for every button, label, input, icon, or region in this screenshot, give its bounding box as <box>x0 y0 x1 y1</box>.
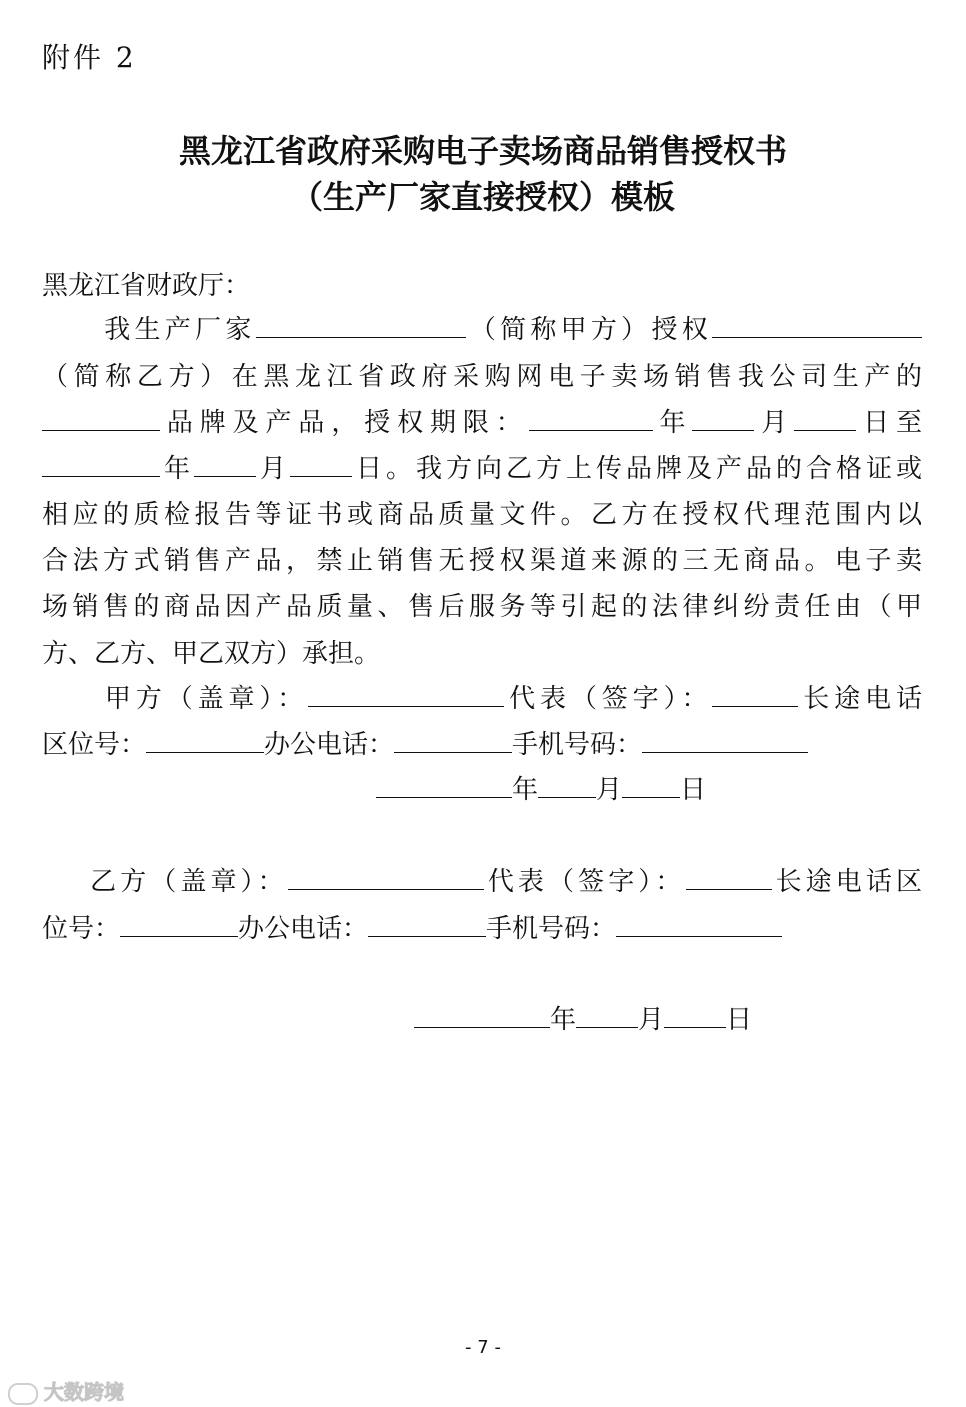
party-a-date-day-blank[interactable] <box>622 773 680 798</box>
end-year-blank[interactable] <box>42 452 160 477</box>
watermark <box>8 1376 124 1405</box>
party-a-date <box>376 772 706 808</box>
party-a-date-year-blank[interactable] <box>376 773 512 798</box>
text-manufacturer: 我生产厂家 <box>100 315 256 345</box>
party-b-rep-blank[interactable] <box>686 865 772 890</box>
party-b-long-phone-label: 长途电话区 <box>771 867 922 897</box>
party-a-line-1 <box>42 681 922 717</box>
document-title: 黑龙江省政府采购电子卖场商品销售授权书 <box>178 132 787 170</box>
party-a-seal-label: 甲方（盖章）： <box>100 684 309 714</box>
party-b-area-code-label: 位号： <box>42 914 121 944</box>
party-b-date <box>414 1002 752 1038</box>
party-b-line-2 <box>42 911 922 947</box>
day-label: 日 <box>680 775 707 805</box>
start-month-blank[interactable] <box>692 406 754 431</box>
brand-blank[interactable] <box>42 406 160 431</box>
end-day-blank[interactable] <box>290 452 352 477</box>
party-b-line-1 <box>42 864 922 900</box>
party-b-office-phone-blank[interactable] <box>368 912 486 937</box>
party-a-rep-blank[interactable] <box>712 682 798 707</box>
month-label: 月 <box>256 454 290 484</box>
party-a-office-phone-blank[interactable] <box>394 728 512 753</box>
month-label: 月 <box>596 775 623 805</box>
paragraph-line-8: 方、乙方、甲乙双方）承担。 <box>42 639 381 669</box>
party-a-area-code-blank[interactable] <box>146 728 264 753</box>
party-b-mobile-blank[interactable] <box>616 912 782 937</box>
paragraph-line-3 <box>42 405 922 441</box>
party-b-date-month-blank[interactable] <box>576 1003 638 1028</box>
party-b-date-year-blank[interactable] <box>414 1003 550 1028</box>
party-a-mobile-label: 手机号码： <box>512 730 643 760</box>
paragraph-line-4 <box>42 451 922 487</box>
salutation: 黑龙江省财政厅： <box>42 271 251 301</box>
party-a-date-month-blank[interactable] <box>538 773 596 798</box>
end-month-blank[interactable] <box>194 452 256 477</box>
party-a-office-phone-label: 办公电话： <box>264 730 395 760</box>
party-b-rep-label: 代表（签字）： <box>483 867 686 897</box>
start-day-blank[interactable] <box>794 406 856 431</box>
party-b-area-code-blank[interactable] <box>120 912 238 937</box>
document-subtitle: （生产厂家直接授权）模板 <box>290 178 675 216</box>
day-to-label: 日至 <box>856 408 922 438</box>
party-b-mobile-label: 手机号码： <box>486 914 617 944</box>
year-label: 年 <box>550 1005 577 1035</box>
paragraph-line-7: 场销售的商品因产品质量、售后服务等引起的法律纠纷责任由（甲 <box>42 592 922 622</box>
party-a-long-phone-label: 长途电话 <box>798 684 922 714</box>
paragraph-line-2: （简称乙方）在黑龙江省政府采购网电子卖场销售我公司生产的 <box>42 362 922 392</box>
party-a-area-code-label: 区位号： <box>42 730 147 760</box>
year-label: 年 <box>512 775 539 805</box>
party-b-date-day-blank[interactable] <box>664 1003 726 1028</box>
day-label: 日 <box>726 1005 753 1035</box>
start-year-blank[interactable] <box>529 406 653 431</box>
month-label: 月 <box>638 1005 665 1035</box>
watermark-logo-icon <box>8 1383 38 1405</box>
manufacturer-blank[interactable] <box>256 313 466 338</box>
party-a-seal-blank[interactable] <box>308 682 504 707</box>
paragraph-line-6: 合法方式销售产品，禁止销售无授权渠道来源的三无商品。电子卖 <box>42 546 922 576</box>
text-certificates: 日。我方向乙方上传品牌及产品的合格证或 <box>352 454 922 484</box>
party-b-seal-label: 乙方（盖章）： <box>86 867 288 897</box>
paragraph-line-1 <box>42 312 922 348</box>
party-a-rep-label: 代表（签字）： <box>504 684 713 714</box>
year-label: 年 <box>160 454 194 484</box>
party-a-mobile-blank[interactable] <box>642 728 808 753</box>
attachment-label: 附件 2 <box>42 41 137 74</box>
year-label: 年 <box>652 408 693 438</box>
party-b-office-phone-label: 办公电话： <box>238 914 369 944</box>
party-a-line-2 <box>42 727 922 763</box>
month-label: 月 <box>754 408 795 438</box>
page-number: - 7 - <box>465 1337 501 1358</box>
text-party-a-alias: （简称甲方）授权 <box>465 315 712 345</box>
text-brand-period: 品牌及产品，授权期限： <box>160 408 529 438</box>
authorized-party-blank[interactable] <box>712 313 922 338</box>
watermark-text: 大数跨境 <box>44 1380 124 1404</box>
party-b-seal-blank[interactable] <box>288 865 484 890</box>
paragraph-line-5: 相应的质检报告等证书或商品质量文件。乙方在授权代理范围内以 <box>42 500 922 530</box>
